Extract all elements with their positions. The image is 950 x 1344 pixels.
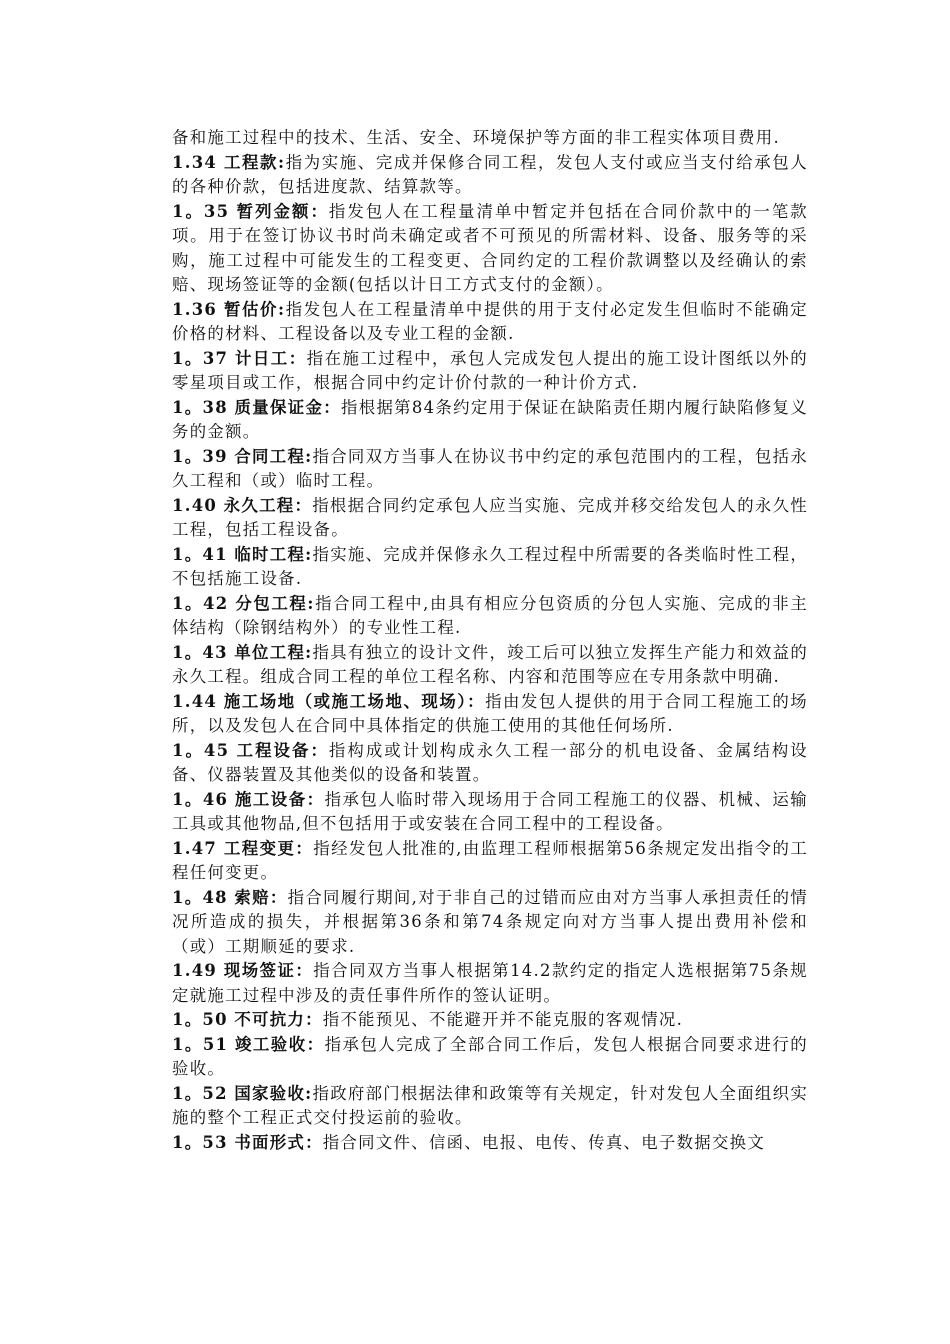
item-separator: : <box>305 642 313 662</box>
item-separator: : <box>305 1083 313 1103</box>
item-separator: : <box>305 544 313 564</box>
definition-1-34 <box>172 151 808 200</box>
item-separator: ： <box>310 740 329 760</box>
item-text: 指具有独立的设计文件，竣工后可以独立发挥生产能力和效益的永久工程。组成合同工程的单位工程名称、内容和范围等应在专用条款中明确. <box>172 642 809 686</box>
item-text: 指根据第84条约定用于保证在缺陷责任期内履行缺陷修复义务的金额。 <box>172 397 808 441</box>
item-separator: ： <box>288 348 307 368</box>
item-separator: ： <box>305 1010 323 1029</box>
item-term: 不可抗力 <box>234 1010 306 1029</box>
item-text: 指政府部门根据法律和政策等有关规定，针对发包人全面组织实施的整个工程正式交付投运前的验收。 <box>172 1083 809 1127</box>
item-separator: : <box>307 593 315 613</box>
item-term: 施工设备 <box>234 789 307 809</box>
definition-1-38 <box>172 396 808 445</box>
item-separator: : <box>305 446 313 466</box>
document-body <box>172 126 808 1155</box>
definition-1-48 <box>172 886 808 960</box>
item-separator: ： <box>294 495 313 515</box>
item-number: 1。48 <box>172 887 228 907</box>
item-number: 1.40 <box>172 495 218 515</box>
definition-1-51 <box>172 1033 808 1082</box>
item-text: 指合同工程中,由具有相应分包资质的分包人实施、完成的非主体结构（除钢结构外）的专业性工程. <box>172 593 809 637</box>
item-term: 竣工验收 <box>234 1034 307 1054</box>
item-number: 1.44 <box>172 691 218 711</box>
item-separator: ： <box>306 789 325 809</box>
item-term: 单位工程 <box>234 642 306 662</box>
definition-1-35 <box>172 200 808 298</box>
item-separator: ： <box>323 397 341 417</box>
item-text: 指实施、完成并保修永久工程过程中所需要的各类临时性工程，不包括施工设备. <box>172 544 809 588</box>
item-separator: ： <box>295 961 314 980</box>
item-number: 1。46 <box>172 789 229 809</box>
item-text: 指根据合同约定承包人应当实施、完成并移交给发包人的永久性工程，包括工程设备。 <box>172 495 809 539</box>
item-number: 1.36 <box>172 299 218 319</box>
item-number: 1。38 <box>172 397 228 417</box>
definition-1-39 <box>172 445 808 494</box>
item-term: 暂列金额 <box>236 201 311 221</box>
item-text: 指由发包人提供的用于合同工程施工的场所，以及发包人在合同中具体指定的供施工使用的其他任何场所. <box>172 691 809 735</box>
item-separator: ： <box>269 887 288 907</box>
item-term: 工程设备 <box>236 740 311 760</box>
item-term: 质量保证金 <box>234 397 324 417</box>
item-term: 工程变更 <box>223 838 296 858</box>
item-text: 指不能预见、不能避开并不能克服的客观情况. <box>322 1010 684 1029</box>
item-term: 现场签证 <box>223 961 296 980</box>
item-separator: ： <box>295 838 314 858</box>
item-text: 指承包人完成了全部合同工作后，发包人根据合同要求进行的验收。 <box>172 1034 808 1078</box>
definition-1-44 <box>172 690 808 739</box>
item-separator: : <box>278 152 286 172</box>
item-term: 国家验收 <box>234 1083 306 1103</box>
item-text: 指合同双方当事人在协议书中约定的承包范围内的工程，包括永久工程和（或）临时工程。 <box>172 446 809 490</box>
item-term: 永久工程 <box>223 495 295 515</box>
intro-paragraph: 备和施工过程中的技术、生活、安全、环境保护等方面的非工程实体项目费用. <box>172 128 780 147</box>
item-number: 1。37 <box>172 348 229 368</box>
definition-1-47 <box>172 837 808 886</box>
definition-1-41 <box>172 543 808 592</box>
item-text: 指经发包人批准的,由监理工程师根据第56条规定发出指令的工程任何变更。 <box>172 838 809 882</box>
item-separator: ： <box>467 691 486 711</box>
item-number: 1。35 <box>172 201 230 221</box>
item-text: 指发包人在工程量清单中暂定并包括在合同价款中的一笔款项。用于在签订协议书时尚未确定或者不可预见的所需材料、设备、服务等的采购，施工过程中可能发生的工程变更、合同约定的工程价款调整以及经确认的索赔、现场签证等的金额(包括以计日工方式支付的金额）。 <box>172 201 808 294</box>
item-number: 1。41 <box>172 544 228 564</box>
definition-1-43 <box>172 641 808 690</box>
item-text: 指合同履行期间,对于非自己的过错而应由对方当事人承担责任的情况所造成的损失，并根据第36条和第74条规定向对方当事人提出费用补偿和（或）工期顺延的要求. <box>172 887 808 956</box>
item-separator: : <box>278 299 286 319</box>
definition-1-40 <box>172 494 808 543</box>
definition-1-46 <box>172 788 808 837</box>
item-term: 计日工 <box>234 348 289 368</box>
item-text: 指构成或计划构成永久工程一部分的机电设备、金属结构设备、仪器装置及其他类似的设备和装置。 <box>172 740 808 784</box>
item-term: 暂估价 <box>223 299 279 319</box>
item-term: 工程款 <box>223 152 279 172</box>
item-number: 1.34 <box>172 152 218 172</box>
item-text: 指合同文件、信函、电报、电传、传真、电子数据交换文 <box>322 1132 766 1152</box>
definition-1-42 <box>172 592 808 641</box>
definition-1-49 <box>172 959 808 1008</box>
item-number: 1。42 <box>172 593 229 613</box>
item-text: 指合同双方当事人根据第14.2款约定的指定人选根据第75条规定就施工过程中涉及的责任事件所作的签认证明。 <box>172 961 808 1005</box>
item-term: 临时工程 <box>234 544 306 564</box>
item-separator: ： <box>310 201 329 221</box>
item-number: 1。45 <box>172 740 230 760</box>
item-number: 1。53 <box>172 1132 228 1152</box>
item-number: 1。50 <box>172 1010 228 1029</box>
item-term: 合同工程 <box>234 446 306 466</box>
item-text: 指承包人临时带入现场用于合同工程施工的仪器、机械、运输工具或其他物品,但不包括用于或安装在合同工程中的工程设备。 <box>172 789 808 833</box>
item-term: 书面形式 <box>234 1132 306 1152</box>
item-number: 1.47 <box>172 838 218 858</box>
item-term: 施工场地（或施工场地、现场） <box>223 691 468 711</box>
item-number: 1.49 <box>172 961 218 980</box>
item-term: 索赔 <box>234 887 270 907</box>
item-number: 1。43 <box>172 642 228 662</box>
definition-1-50 <box>172 1008 808 1033</box>
item-text: 指为实施、完成并保修合同工程，发包人支付或应当支付给承包人的各种价款，包括进度款、结算款等。 <box>172 152 808 196</box>
item-term: 分包工程 <box>235 593 308 613</box>
definition-1-52 <box>172 1082 808 1131</box>
item-number: 1。39 <box>172 446 228 466</box>
item-separator: ： <box>305 1132 323 1152</box>
item-separator: ： <box>306 1034 325 1054</box>
definition-1-53 <box>172 1131 808 1156</box>
item-text: 指发包人在工程量清单中提供的用于支付必定发生但临时不能确定价格的材料、工程设备以及专业工程的金额. <box>172 299 808 343</box>
item-number: 1。52 <box>172 1083 228 1103</box>
item-number: 1。51 <box>172 1034 229 1054</box>
definition-1-36 <box>172 298 808 347</box>
definition-1-37 <box>172 347 808 396</box>
item-text: 指在施工过程中，承包人完成发包人提出的施工设计图纸以外的零星项目或工作，根据合同中约定计价付款的一种计价方式. <box>172 348 808 392</box>
definition-1-45 <box>172 739 808 788</box>
